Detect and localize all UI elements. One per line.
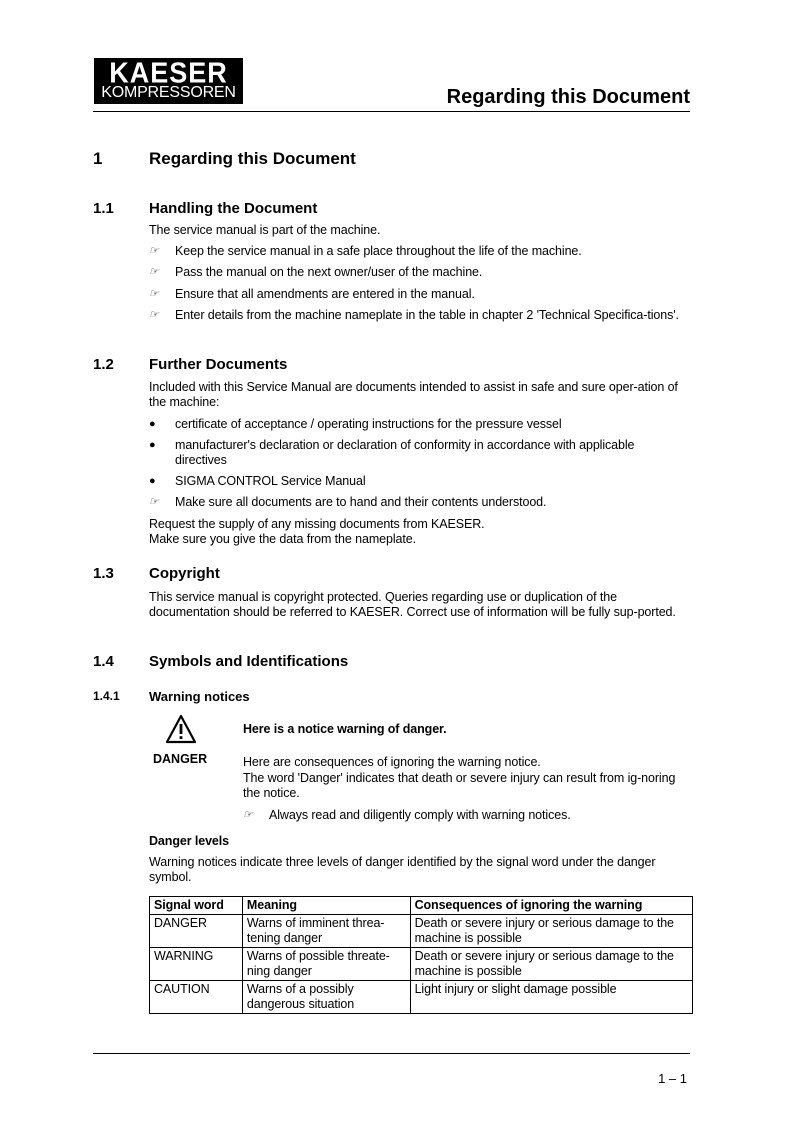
table-cell: DANGER xyxy=(150,915,243,948)
danger-levels-table xyxy=(149,896,693,1014)
section-1-1-title: Handling the Document xyxy=(149,200,318,217)
notice-consequence-2: The word 'Danger' indicates that death or severe injury can result from ig-noring the notice. xyxy=(243,771,676,800)
table-cell: Warns of a possibly dangerous situation xyxy=(242,981,410,1014)
table-header-row xyxy=(150,897,693,915)
section-1-2-title: Further Documents xyxy=(149,356,288,373)
warning-icon xyxy=(165,714,197,744)
table-cell: Warns of imminent threa-tening danger xyxy=(242,915,410,948)
bullet-icon: ● xyxy=(149,475,156,487)
section-1-2-intro: Included with this Service Manual are documents intended to assist in safe and sure oper-ation of the machine: xyxy=(149,380,678,409)
list-item: ● SIGMA CONTROL Service Manual xyxy=(149,474,366,488)
table-header-cell: Meaning xyxy=(242,897,410,915)
danger-levels-heading: Danger levels xyxy=(149,834,229,848)
hand-pointer-icon: ☞ xyxy=(149,496,159,508)
section-1-3-number: 1.3 xyxy=(93,565,114,582)
signal-word: DANGER xyxy=(153,752,208,766)
hand-pointer-icon: ☞ xyxy=(149,288,159,300)
section-1-3-text: This service manual is copyright protected. Queries regarding use or duplication of the documentation should be referred to KAESER. Correct use of information will be fully sup-ported. xyxy=(149,590,676,619)
danger-levels-text: Warning notices indicate three levels of danger identified by the signal word under the danger symbol. xyxy=(149,855,656,884)
table-header-cell: Signal word xyxy=(150,897,243,915)
kaeser-logo xyxy=(94,58,243,104)
logo-sub: KOMPRESSOREN xyxy=(101,84,236,101)
table-cell: WARNING xyxy=(150,948,243,981)
list-item: ☞ Pass the manual on the next owner/user of the machine. xyxy=(149,265,483,279)
chapter-title: Regarding this Document xyxy=(149,149,356,168)
table-cell: Death or severe injury or serious damage to the machine is possible xyxy=(410,948,692,981)
table-row xyxy=(150,915,693,948)
list-item: ☞ Keep the service manual in a safe place throughout the life of the machine. xyxy=(149,244,582,258)
list-item: ☞ Make sure all documents are to hand and their contents understood. xyxy=(149,495,547,509)
section-1-1-number: 1.1 xyxy=(93,200,114,217)
notice-consequence-1: Here are consequences of ignoring the warning notice. xyxy=(243,755,541,769)
section-1-2-number: 1.2 xyxy=(93,356,114,373)
page-number: 1 – 1 xyxy=(658,1071,687,1086)
section-1-4-number: 1.4 xyxy=(93,653,114,670)
chapter-number: 1 xyxy=(93,149,103,168)
table-cell: Light injury or slight damage possible xyxy=(410,981,692,1014)
list-item: ☞ Always read and diligently comply with warning notices. xyxy=(243,808,571,822)
section-1-4-title: Symbols and Identifications xyxy=(149,653,349,670)
table-header-cell: Consequences of ignoring the warning xyxy=(410,897,692,915)
hand-pointer-icon: ☞ xyxy=(149,245,159,257)
list-item: ● manufacturer's declaration or declaration of conformity in accordance with applicable directives xyxy=(149,438,635,467)
section-1-1-intro: The service manual is part of the machine. xyxy=(149,223,381,237)
list-item: ☞ Ensure that all amendments are entered in the manual. xyxy=(149,287,475,301)
table-cell: Warns of possible threate-ning danger xyxy=(242,948,410,981)
footer-rule xyxy=(93,1053,690,1054)
hand-pointer-icon: ☞ xyxy=(149,266,159,278)
list-item: ● certificate of acceptance / operating instructions for the pressure vessel xyxy=(149,417,562,431)
hand-pointer-icon: ☞ xyxy=(243,809,253,821)
table-cell: CAUTION xyxy=(150,981,243,1014)
table-row xyxy=(150,981,693,1014)
section-1-2-outro-2: Make sure you give the data from the nameplate. xyxy=(149,532,416,546)
logo-brand: KAESER xyxy=(109,57,228,89)
table-cell: Death or severe injury or serious damage to the machine is possible xyxy=(410,915,692,948)
section-1-4-1-number: 1.4.1 xyxy=(93,689,120,703)
section-1-2-outro-1: Request the supply of any missing documents from KAESER. xyxy=(149,517,485,531)
header-rule xyxy=(93,111,690,112)
table-row xyxy=(150,948,693,981)
header-title: Regarding this Document xyxy=(446,86,690,108)
hand-pointer-icon: ☞ xyxy=(149,309,159,321)
notice-title: Here is a notice warning of danger. xyxy=(243,722,447,736)
list-item: ☞ Enter details from the machine nameplate in the table in chapter 2 'Technical Specifica-tions'. xyxy=(149,308,679,322)
section-1-3-title: Copyright xyxy=(149,565,220,582)
bullet-icon: ● xyxy=(149,418,156,430)
bullet-icon: ● xyxy=(149,439,156,451)
section-1-4-1-title: Warning notices xyxy=(149,689,250,704)
